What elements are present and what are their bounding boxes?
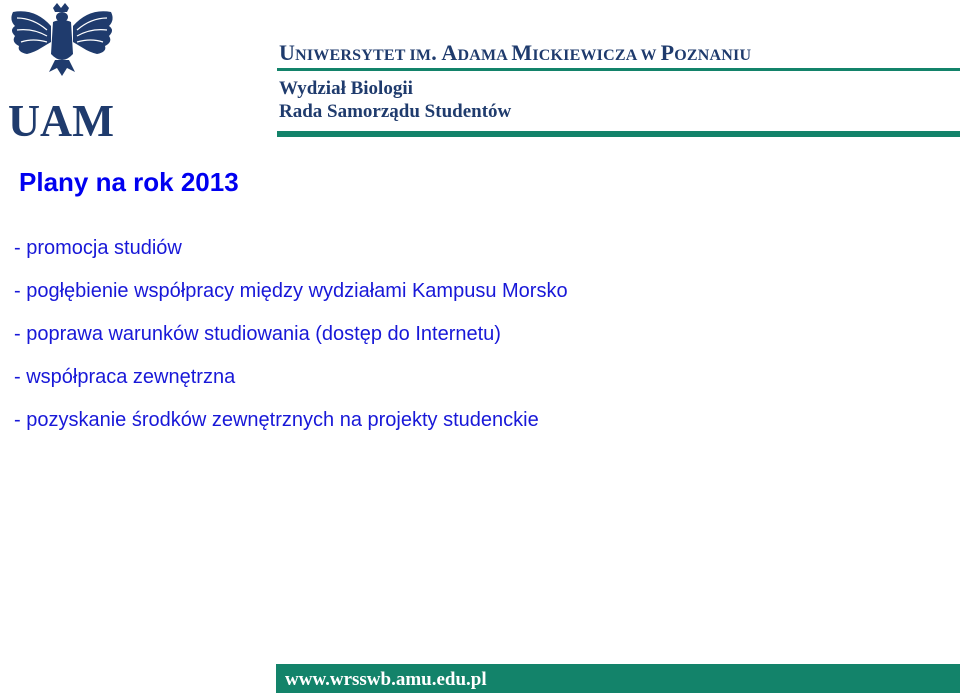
eagle-emblem-icon [11,3,112,76]
list-item: - pogłębienie współpracy między wydziałami Kampusu Morsko [14,280,568,302]
plans-list [14,236,568,451]
faculty-name: Wydział Biologii [279,78,413,99]
header-bottom-line [277,131,960,137]
header-top-line [277,68,960,71]
logo-lettering: UAM [8,95,114,140]
list-item: - pozyskanie środków zewnętrznych na projekty studenckie [14,409,539,431]
university-name: UNIWERSYTET IM. ADAMA MICKIEWICZA W POZNANIU [279,40,752,65]
list-item: - współpraca zewnętrzna [14,366,236,388]
page-title: Plany na rok 2013 [19,167,239,197]
footer-bar [276,664,960,693]
uam-logo [5,2,117,140]
website-url: www.wrsswb.amu.edu.pl [285,669,487,690]
student-council-name: Rada Samorządu Studentów [279,101,512,122]
list-item: - promocja studiów [14,237,182,259]
list-item: - poprawa warunków studiowania (dostęp do Internetu) [14,323,501,345]
